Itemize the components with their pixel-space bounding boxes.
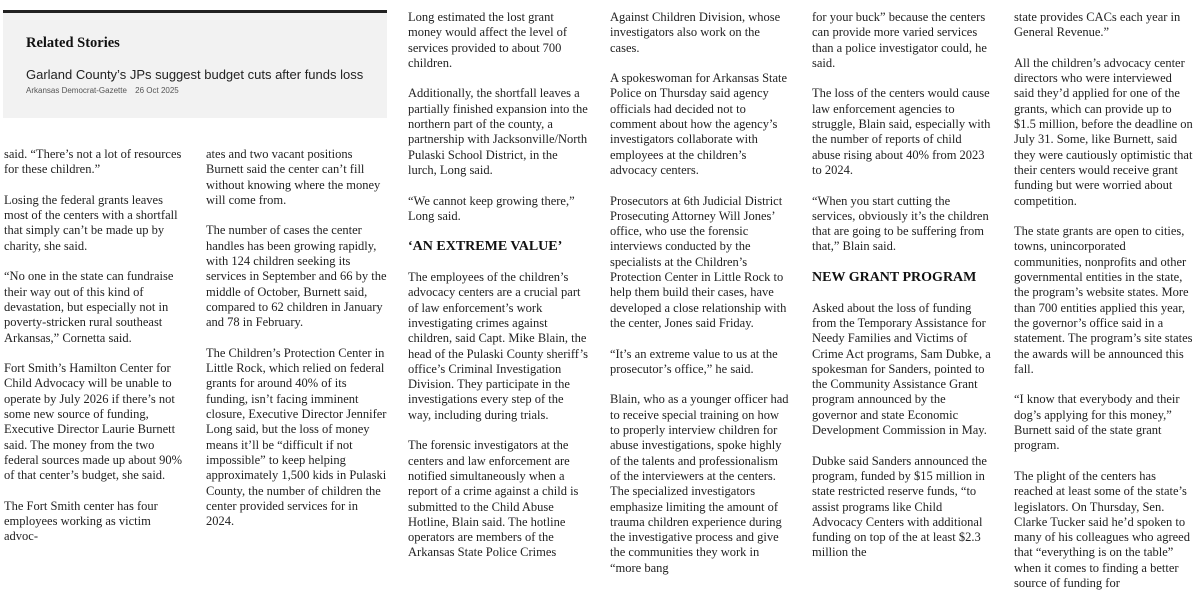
related-story-date: 26 Oct 2025 (135, 86, 179, 95)
article-column-1 (4, 147, 185, 560)
article-paragraph: A spokeswoman for Arkansas State Police on Thursday said agency officials had decided not to comment about how the agency’s investigators collaborate with employees at the children’s advocacy centers. (610, 71, 788, 177)
article-paragraph: The forensic investigators at the centers and law enforcement are notified simultaneously when a report of a crime against a child is submitted to the Child Abuse Hotline, Blain said. The hotline operators are members of the Arkansas State Police Crimes (408, 438, 579, 560)
article-paragraph: The number of cases the center handles has been growing rapidly, with 124 children seeking its services in September and 66 by the middle of October, Burnett said, compared to 62 children in January and 78 in February. (206, 223, 387, 330)
article-paragraph: “When you start cutting the services, obviously it’s the children that are going to be suffering from that,” Blain said. (812, 193, 989, 254)
article-paragraph: The state grants are open to cities, towns, unincorporated communities, nonprofits and other governmental entities in the state, the program’s website states. More than 700 entities applied this year, the governor’s office said in a statement. The program’s site states the awards will be announced this fall. (1014, 224, 1193, 376)
article-paragraph: “I know that everybody and their dog’s applying for this money,” Burnett said of the state grant program. (1014, 392, 1180, 453)
article-paragraph: Losing the federal grants leaves most of the centers with a shortfall that simply can’t be made up by charity, she said. (4, 192, 178, 253)
article-paragraph: for your buck” because the centers can provide more varied services than a police investigator could, he said. (812, 10, 987, 70)
article-paragraph: Blain, who as a younger officer had to receive special training on how to properly interview children for abuse investigations, spoke highly of the talents and professionalism of the interviewers at the centers. The specialized investigators emphasize limiting the amount of trauma children experience during the investigative process and give the communities they work in “more bang (610, 392, 789, 575)
article-paragraph: Long estimated the lost grant money would affect the level of services provided to about 700 children. (408, 10, 568, 70)
article-column-6 (1014, 10, 1195, 607)
article-paragraph: The loss of the centers would cause law enforcement agencies to struggle, Blain said, especially with the number of reports of child abuse rising about 40% from 2023 to 2024. (812, 86, 991, 177)
section-heading: ‘AN EXTREME VALUE’ (408, 239, 563, 255)
article-paragraph: Asked about the loss of funding from the Temporary Assistance for Needy Families and Victims of Crime Act programs, Sam Dubke, a spokesman for Sanders, pointed to the Community Assistance Grant program announced by the governor and state Economic Development Commission in May. (812, 300, 991, 438)
article-paragraph: Against Children Division, whose investigators also work on the cases. (610, 10, 781, 55)
related-story-meta (26, 86, 185, 95)
article-paragraph: Fort Smith’s Hamilton Center for Child Advocacy will be unable to operate by July 2026 if there’s not some new source of funding, Executive Director Laurie Burnett said. The money from the two federal sources made up about 90% of that center’s budget, she said. (4, 361, 183, 483)
related-story-source: Arkansas Democrat-Gazette (26, 86, 127, 95)
related-story-link[interactable]: Garland County’s JPs suggest budget cuts after funds loss (26, 67, 364, 82)
article-paragraph: The employees of the children’s advocacy centers are a crucial part of law enforcement’s work investigating crimes against children, said Capt. Mike Blain, the head of the Pulaski County sheriff’s office’s Criminal Investigation Division. They participate in the investigations every step of the way, including during trials. (408, 270, 588, 422)
related-stories-title: Related Stories (26, 35, 120, 51)
article-column-5 (812, 10, 993, 576)
article-paragraph: “No one in the state can fundraise their way out of this kind of devastation, but especially not in poverty-stricken rural southeast Arkansas,” Cornetta said. (4, 269, 174, 345)
article-paragraph: The Children’s Protection Center in Little Rock, which relied on federal grants for around 40% of its funding, isn’t facing imminent closure, Executive Director Jennifer Long said, but the loss of money means it’ll be “difficult if not impossible” to keep helping approximately 1,500 kids in Pulaski County, the number of children the center provided services for in 2024. (206, 345, 387, 529)
article-paragraph: “It’s an extreme value to us at the prosecutor’s office,” he said. (610, 346, 778, 376)
article-column-2 (206, 147, 387, 545)
article-paragraph: “We cannot keep growing there,” Long said. (408, 193, 575, 223)
article-paragraph: Prosecutors at 6th Judicial District Prosecuting Attorney Will Jones’ office, who use the forensic interviews conducted by the specialists at the Children’s Protection Center in Little Rock to help them build their cases, have developed a close relationship with the center, Jones said Friday. (610, 193, 787, 330)
article-paragraph: All the children’s advocacy center directors who were interviewed said they’d applied for one of the grants, which can provide up to $1.5 million, before the deadline on July 31. Some, like Burnett, said they were cautiously optimistic that their centers would receive grant funding but were worried about competition. (1014, 55, 1193, 208)
article-paragraph: ates and two vacant positions Burnett said the center can’t fill without knowing where the money will come from. (206, 147, 381, 207)
article-paragraph: Additionally, the shortfall leaves a partially finished expansion into the northern part of the county, a partnership with Jacksonville/North Pulaski School District, in the lurch, Long said. (408, 86, 588, 177)
section-heading: NEW GRANT PROGRAM (812, 270, 977, 286)
article-paragraph: Dubke said Sanders announced the program, funded by $15 million in state restricted reserve funds, “to assist programs like Child Advocacy Centers with additional funding on top of the at least $2.3 million the (812, 453, 987, 560)
article-column-4 (610, 10, 791, 591)
article-paragraph: The Fort Smith center has four employees working as victim advoc- (4, 498, 158, 544)
article-paragraph: said. “There’s not a lot of resources for these children.” (4, 147, 182, 177)
related-stories-box (3, 10, 387, 118)
article-paragraph: state provides CACs each year in General Revenue.” (1014, 10, 1181, 40)
article-paragraph: The plight of the centers has reached at least some of the state’s legislators. On Thursday, Sen. Clarke Tucker said he’d spoken to many of his colleagues who agreed that “everything is on the table” when it comes to finding a better source of funding for (1014, 468, 1190, 590)
article-column-3 (408, 10, 589, 576)
